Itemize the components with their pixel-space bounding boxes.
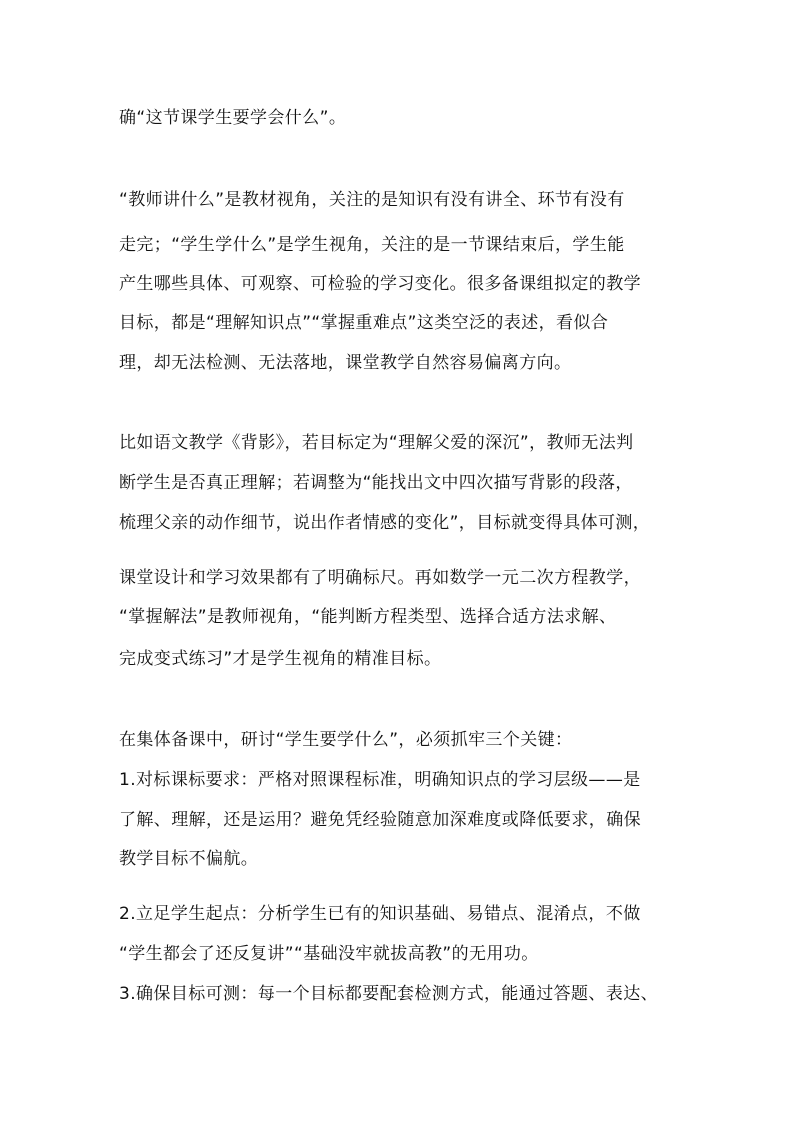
text-line: 在集体备课中，研讨“学生要学什么”，必须抓牢三个关键： [119,730,573,750]
text-line: 比如语文教学《背影》，若目标定为“理解父爱的深沉”，教师无法判 [119,433,634,453]
text-line: 目标，都是“理解知识点”“掌握重难点”这类空泛的表述，看似合 [119,313,609,333]
text-line: 课堂设计和学习效果都有了明确标尺。再如数学一元二次方程教学， [119,568,641,588]
text-line: 教学目标不偏航。 [119,849,259,869]
text-line: 1.对标课标要求：严格对照课程标准，明确知识点的学习层级——是 [119,770,641,790]
text-line: 了解、理解，还是运用？避免凭经验随意加深难度或降低要求，确保 [119,810,641,830]
text-line: 产生哪些具体、可观察、可检验的学习变化。很多备课组拟定的教学 [119,274,641,294]
text-line: “掌握解法”是教师视角，“能判断方程类型、选择合适方法求解、 [119,607,617,627]
text-line: “学生都会了还反复讲”“基础没牢就拔高教”的无用功。 [119,944,539,964]
text-line: 完成变式练习”才是学生视角的精准目标。 [119,649,442,669]
text-line: 走完；“学生学什么”是学生视角，关注的是一节课结束后，学生能 [119,235,625,255]
text-line: “教师讲什么”是教材视角，关注的是知识有没有讲全、环节有没有 [119,190,625,210]
text-line: 理，却无法检测、无法落地，课堂教学自然容易偏离方向。 [119,353,572,373]
text-line: 3.确保目标可测：每一个目标都要配套检测方式，能通过答题、表达、 [119,984,659,1004]
text-line: 确“这节课学生要学会什么”。 [119,108,347,128]
text-line: 断学生是否真正理解；若调整为“能找出文中四次描写背影的段落， [119,473,633,493]
text-line: 2.立足学生起点：分析学生已有的知识基础、易错点、混淆点，不做 [119,904,641,924]
text-line: 梳理父亲的动作细节，说出作者情感的变化”，目标就变得具体可测， [119,513,651,533]
